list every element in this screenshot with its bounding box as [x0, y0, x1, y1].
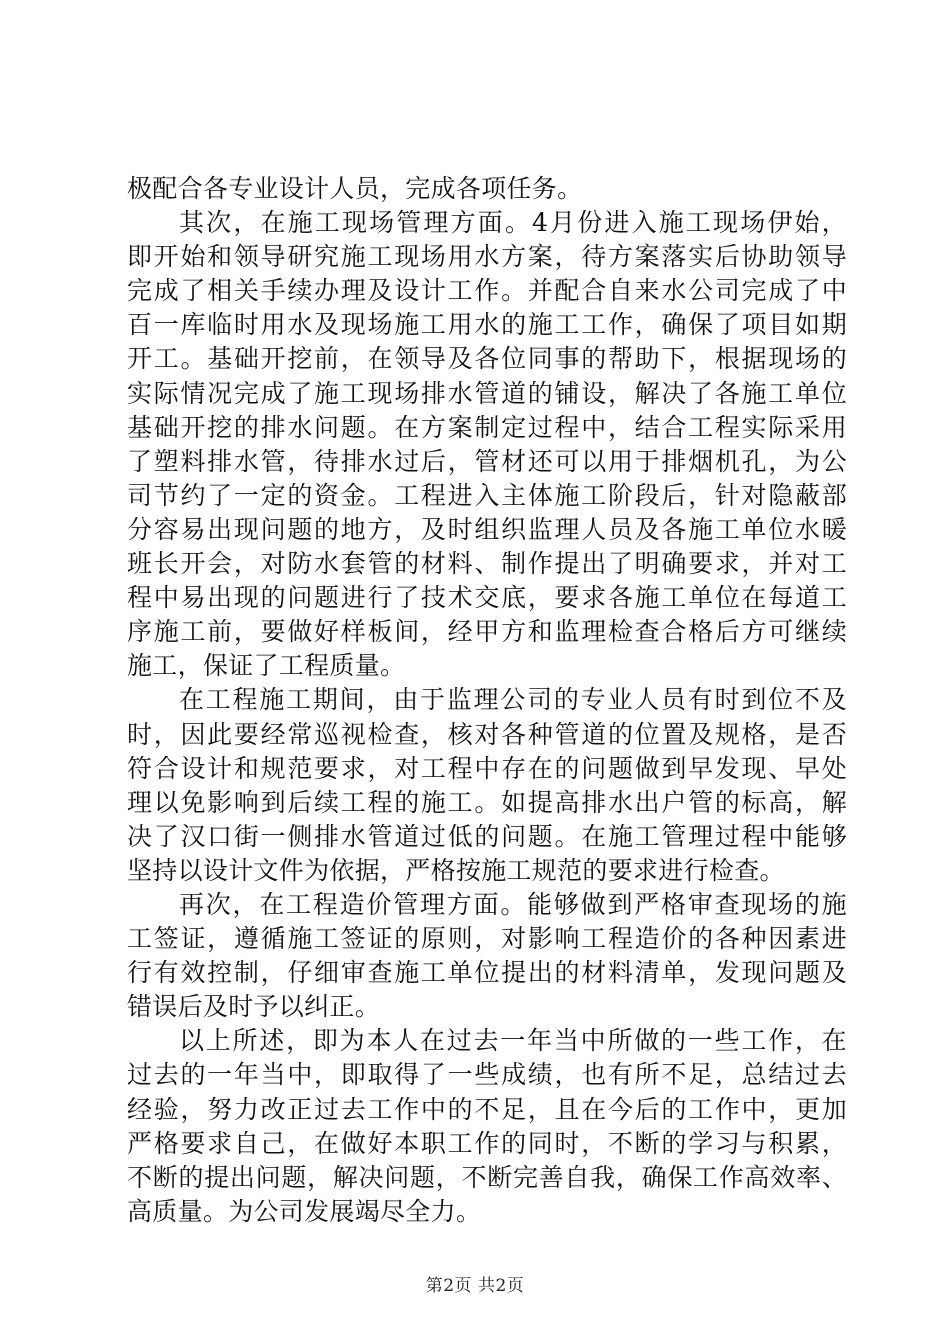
text-line: 错误后及时予以纠正。 [127, 992, 381, 1022]
text-line: 以上所述，即为本人在过去一年当中所做的一些工作，在 [179, 1026, 847, 1056]
text-line: 决了汉口街一侧排水管道过低的问题。在施工管理过程中能够 [127, 821, 847, 851]
text-line: 实际情况完成了施工现场排水管道的铺设，解决了各施工单位 [127, 378, 847, 408]
text-line: 司节约了一定的资金。工程进入主体施工阶段后，针对隐蔽部 [127, 480, 847, 510]
text-line: 符合设计和规范要求，对工程中存在的问题做到早发现、早处 [127, 753, 847, 783]
text-line: 了塑料排水管，待排水过后，管材还可以用于排烟机孔，为公 [127, 446, 847, 476]
text-line: 分容易出现问题的地方，及时组织监理人员及各施工单位水暖 [127, 514, 847, 544]
text-line: 坚持以设计文件为依据，严格按施工规范的要求进行检查。 [127, 855, 785, 885]
text-line: 不断的提出问题，解决问题，不断完善自我，确保工作高效率、 [127, 1162, 847, 1192]
text-line: 严格要求自己，在做好本职工作的同时，不断的学习与积累， [127, 1128, 847, 1158]
text-line: 在工程施工期间，由于监理公司的专业人员有时到位不及 [179, 685, 847, 715]
document-body [127, 172, 847, 1229]
text-line: 基础开挖的排水问题。在方案制定过程中，结合工程实际采用 [127, 412, 847, 442]
text-line: 经验，努力改正过去工作中的不足，且在今后的工作中，更加 [127, 1094, 847, 1124]
text-line: 高质量。为公司发展竭尽全力。 [127, 1196, 482, 1226]
text-line: 理以免影响到后续工程的施工。如提高排水出户管的标高，解 [127, 787, 847, 817]
text-line: 工签证，遵循施工签证的原则，对影响工程造价的各种因素进 [127, 924, 847, 954]
text-line: 序施工前，要做好样板间，经甲方和监理检查合格后方可继续 [127, 617, 847, 647]
text-line: 百一库临时用水及现场施工用水的施工工作，确保了项目如期 [127, 310, 847, 340]
page-number-footer: 第2页 共2页 [425, 1276, 525, 1296]
text-line: 时，因此要经常巡视检查，核对各种管道的位置及规格，是否 [127, 719, 847, 749]
text-line: 其次，在施工现场管理方面。4月份进入施工现场伊始， [179, 208, 847, 238]
text-line: 完成了相关手续办理及设计工作。并配合自来水公司完成了中 [127, 276, 847, 306]
text-line: 行有效控制，仔细审查施工单位提出的材料清单，发现问题及 [127, 958, 847, 988]
text-line: 施工，保证了工程质量。 [127, 651, 406, 681]
text-line: 开工。基础开挖前，在领导及各位同事的帮助下，根据现场的 [127, 344, 847, 374]
text-line: 即开始和领导研究施工现场用水方案，待方案落实后协助领导 [127, 242, 847, 272]
text-line: 班长开会，对防水套管的材料、制作提出了明确要求，并对工 [127, 549, 847, 579]
text-line: 程中易出现的问题进行了技术交底，要求各施工单位在每道工 [127, 583, 847, 613]
text-line: 极配合各专业设计人员，完成各项任务。 [127, 174, 583, 203]
text-line: 过去的一年当中，即取得了一些成绩，也有所不足，总结过去 [127, 1060, 847, 1090]
text-line: 再次，在工程造价管理方面。能够做到严格审查现场的施 [179, 889, 847, 919]
